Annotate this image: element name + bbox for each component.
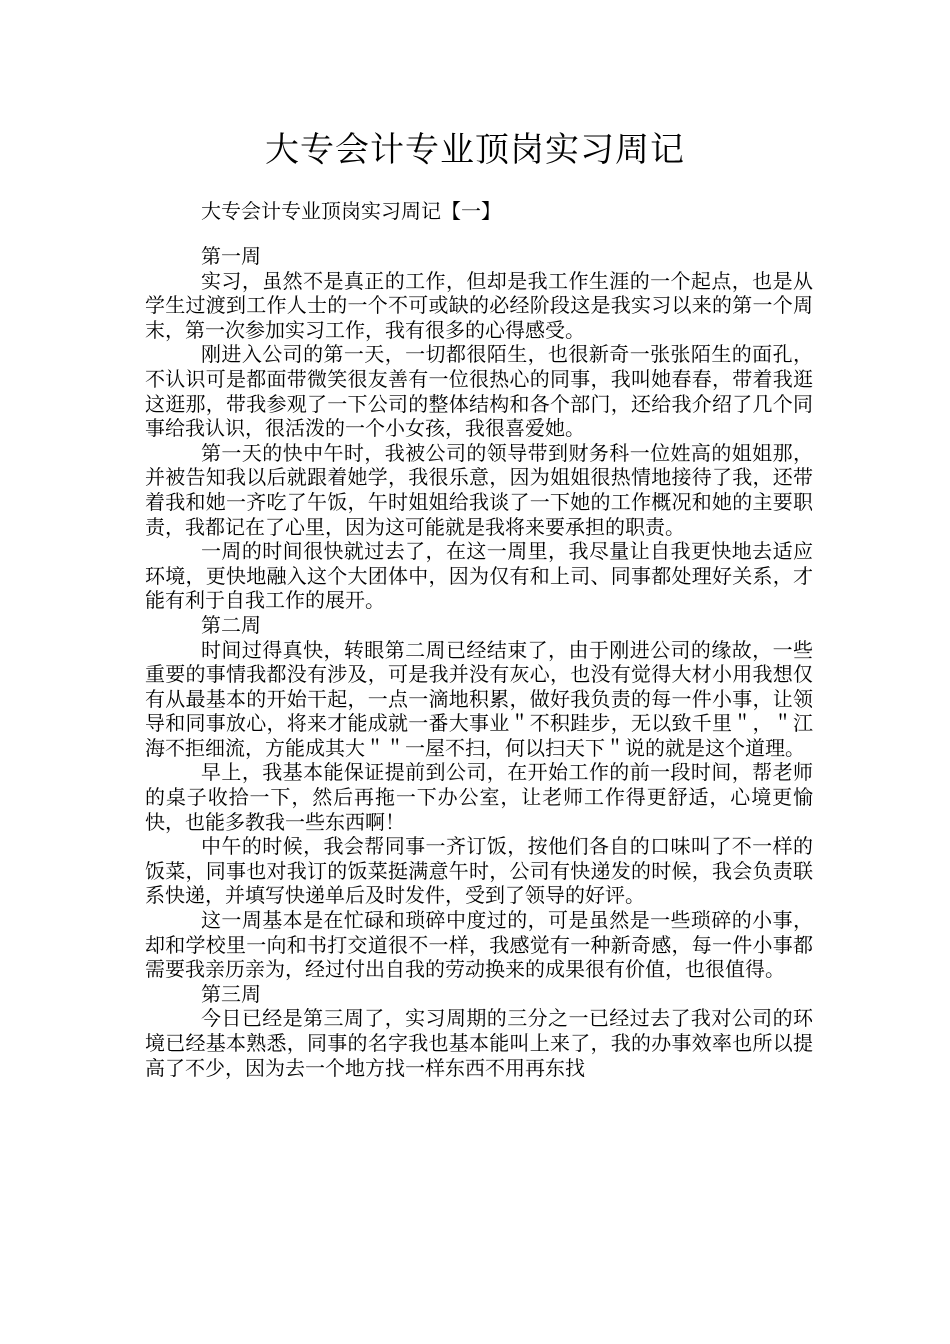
week-heading: 第二周 <box>201 612 261 637</box>
body-paragraph: 一周的时间很快就过去了，在这一周里，我尽量让自我更快地去适应环境，更快地融入这个大团体中，因为仅有和上司、同事都处理好关系，才能有利于自我工作的展开。 <box>145 539 813 613</box>
week-heading: 第三周 <box>201 981 261 1006</box>
body-paragraph: 第一天的快中午时，我被公司的领导带到财务科一位姓高的姐姐那，并被告知我以后就跟着她学，我很乐意，因为姐姐很热情地接待了我，还带着我和她一齐吃了午饭，午时姐姐给我谈了一下她的工作概况和她的主要职责，我都记在了心里，因为这可能就是我将来要承担的职责。 <box>145 440 813 539</box>
document-body <box>145 244 813 1080</box>
body-paragraph: 早上，我基本能保证提前到公司，在开始工作的前一段时间，帮老师的桌子收拾一下，然后再拖一下办公室，让老师工作得更舒适，心境更愉快，也能多教我一些东西啊！ <box>145 760 813 834</box>
body-paragraph: 时间过得真快，转眼第二周已经结束了，由于刚进公司的缘故，一些重要的事情我都没有涉及，可是我并没有灰心，也没有觉得大材小用我想仅有从最基本的开始干起，一点一滴地积累，做好我负责的每一件小事，让领导和同事放心，将来才能成就一番大事业＂不积跬步，无以致千里＂，＂江海不拒细流，方能成其大＂＂一屋不扫，何以扫天下＂说的就是这个道理。 <box>145 637 813 760</box>
body-paragraph: 中午的时候，我会帮同事一齐订饭，按他们各自的口味叫了不一样的饭菜，同事也对我订的饭菜挺满意午时，公司有快递发的时候，我会负责联系快递，并填写快递单后及时发件，受到了领导的好评。 <box>145 834 813 908</box>
body-paragraph: 实习，虽然不是真正的工作，但却是我工作生涯的一个起点，也是从学生过渡到工作人士的一个不可或缺的必经阶段这是我实习以来的第一个周末，第一次参加实习工作，我有很多的心得感受。 <box>145 268 813 342</box>
document-subtitle: 大专会计专业顶岗实习周记【一】 <box>201 199 501 223</box>
body-paragraph: 刚进入公司的第一天，一切都很陌生，也很新奇一张张陌生的面孔，不认识可是都面带微笑很友善有一位很热心的同事，我叫她春春，带着我逛这逛那，带我参观了一下公司的整体结构和各个部门，还给我介绍了几个同事给我认识，很活泼的一个小女孩，我很喜爱她。 <box>145 342 813 441</box>
body-paragraph: 这一周基本是在忙碌和琐碎中度过的，可是虽然是一些琐碎的小事，却和学校里一向和书打交道很不一样，我感觉有一种新奇感，每一件小事都需要我亲历亲为，经过付出自我的劳动换来的成果很有价值，也很值得。 <box>145 908 813 982</box>
week-heading: 第一周 <box>201 244 261 268</box>
body-paragraph: 今日已经是第三周了，实习周期的三分之一已经过去了我对公司的环境已经基本熟悉，同事的名字我也基本能叫上来了，我的办事效率也所以提高了不少，因为去一个地方找一样东西不用再东找 <box>145 1006 813 1080</box>
document-title: 大专会计专业顶岗实习周记 <box>265 130 685 170</box>
